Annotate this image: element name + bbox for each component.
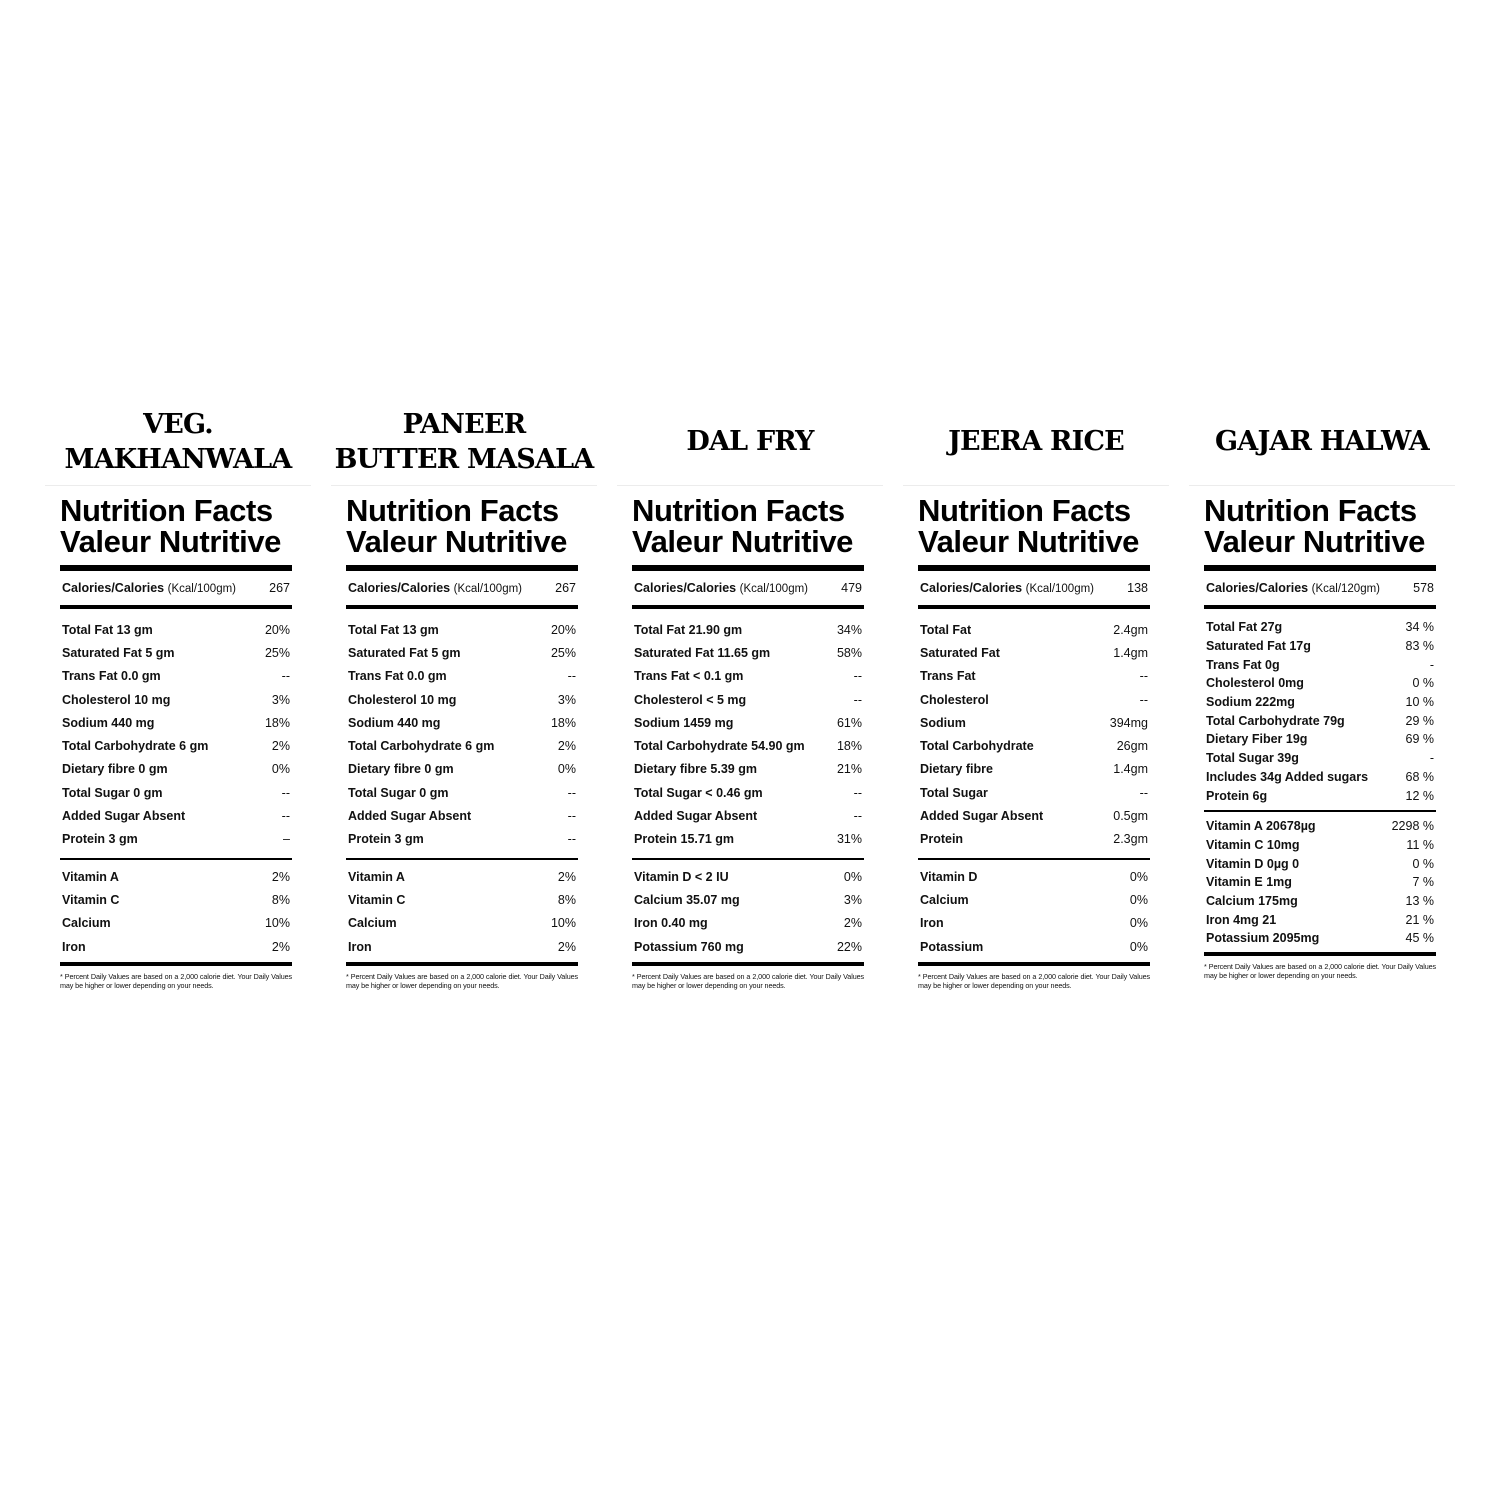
vitamin-name: Iron bbox=[920, 916, 944, 931]
nutrient-name: Sodium bbox=[920, 715, 966, 730]
nutrient-name: Cholesterol 0mg bbox=[1206, 676, 1304, 691]
vitamin-name: Vitamin C bbox=[348, 892, 406, 907]
vitamin-value: 2% bbox=[271, 939, 290, 954]
calories-value: 138 bbox=[1127, 581, 1148, 595]
nutrient-row bbox=[62, 828, 290, 851]
calories-label: Calories/Calories bbox=[1206, 581, 1309, 595]
nutrient-name: Total Fat 13 gm bbox=[348, 622, 439, 637]
product-name: JEERA RICE bbox=[948, 426, 1124, 457]
nutrient-name: Dietary Fiber 19g bbox=[1206, 732, 1308, 747]
vitamin-value: 22% bbox=[836, 939, 862, 954]
vitamin-value: 21 % bbox=[1405, 912, 1434, 927]
calories-unit: (Kcal/100gm) bbox=[1025, 583, 1095, 595]
nutrient-name: Protein 15.71 gm bbox=[634, 832, 735, 847]
nutrient-row bbox=[920, 641, 1148, 664]
calories-value: 267 bbox=[269, 581, 290, 595]
nutrient-row bbox=[920, 711, 1148, 734]
nutrient-value: 34 % bbox=[1405, 620, 1434, 635]
vitamin-value: 2% bbox=[557, 869, 576, 884]
nutrient-value: 21% bbox=[836, 762, 862, 777]
product-column-veg-makhanwala bbox=[45, 398, 311, 990]
nutrient-row bbox=[634, 641, 862, 664]
nutrient-value: 69 % bbox=[1405, 732, 1434, 747]
nutrient-name: Cholesterol 10 mg bbox=[348, 692, 457, 707]
nutrient-name: Sodium 440 mg bbox=[348, 715, 441, 730]
nutrient-name: Total Sugar 0 gm bbox=[62, 785, 163, 800]
vitamin-value: 0% bbox=[1129, 869, 1148, 884]
nutrient-row bbox=[62, 688, 290, 711]
heading-english: Nutrition Facts bbox=[346, 493, 559, 528]
nutrient-value: 2% bbox=[557, 739, 576, 754]
nutrient-value: 25% bbox=[550, 645, 576, 660]
vitamin-name: Iron 4mg 21 bbox=[1206, 912, 1277, 927]
vitamin-value: 7 % bbox=[1412, 875, 1434, 890]
nutrient-value: 0 % bbox=[1412, 676, 1434, 691]
vitamin-name: Vitamin C bbox=[62, 892, 120, 907]
nutrient-row bbox=[1206, 637, 1434, 656]
nutrient-row bbox=[62, 641, 290, 664]
nutrient-name: Dietary fibre 0 gm bbox=[348, 762, 454, 777]
nutrient-name: Protein 3 gm bbox=[348, 832, 424, 847]
vitamin-name: Vitamin D 0µg 0 bbox=[1206, 856, 1300, 871]
vitamin-name: Vitamin D bbox=[920, 869, 978, 884]
nutrient-value: -- bbox=[281, 669, 290, 684]
nutrient-value: -- bbox=[281, 785, 290, 800]
calories-row bbox=[918, 571, 1150, 605]
vitamin-value: 2% bbox=[843, 916, 862, 931]
vitamin-value: 0% bbox=[1129, 916, 1148, 931]
calories-label: Calories/Calories bbox=[348, 581, 451, 595]
vitamin-value: 3% bbox=[843, 892, 862, 907]
vitamin-value: 13 % bbox=[1405, 893, 1434, 908]
nutrient-row bbox=[1206, 730, 1434, 749]
vitamin-row bbox=[634, 912, 862, 935]
nutrient-value: 0% bbox=[271, 762, 290, 777]
nutrient-list bbox=[346, 609, 578, 858]
nutrient-name: Total Carbohydrate bbox=[920, 739, 1034, 754]
vitamin-value: 0% bbox=[1129, 892, 1148, 907]
nutrient-name: Protein bbox=[920, 832, 964, 847]
vitamin-row bbox=[1206, 910, 1434, 929]
nutrient-row bbox=[348, 711, 576, 734]
nutrient-name: Trans Fat 0g bbox=[1206, 657, 1280, 672]
vitamin-name: Iron bbox=[62, 939, 86, 954]
nutrient-list bbox=[1204, 609, 1436, 810]
nutrient-value: 20% bbox=[550, 622, 576, 637]
vitamin-name: Calcium bbox=[920, 892, 969, 907]
calories-label: Calories/Calories bbox=[62, 581, 165, 595]
nutrient-name: Dietary fibre bbox=[920, 762, 993, 777]
nutrient-row bbox=[348, 734, 576, 757]
nutrient-value: 1.4gm bbox=[1113, 645, 1148, 660]
nutrition-facts-label bbox=[346, 486, 578, 990]
nutrient-value: -- bbox=[567, 832, 576, 847]
heading-french: Valeur Nutritive bbox=[918, 524, 1140, 559]
nutrient-row bbox=[1206, 786, 1434, 805]
nutrient-row bbox=[62, 734, 290, 757]
vitamin-row bbox=[920, 865, 1148, 888]
nutrient-value: 18% bbox=[836, 739, 862, 754]
vitamin-name: Iron bbox=[348, 939, 372, 954]
nutrient-name: Cholesterol bbox=[920, 692, 989, 707]
nutrient-value: - bbox=[1429, 751, 1434, 766]
nutrient-row bbox=[1206, 711, 1434, 730]
nutrient-row bbox=[348, 804, 576, 827]
calories-label: Calories/Calories bbox=[634, 581, 737, 595]
heading-english: Nutrition Facts bbox=[918, 493, 1131, 528]
vitamin-name: Calcium bbox=[348, 916, 397, 931]
calories-row bbox=[60, 571, 292, 605]
nutrient-name: Total Sugar < 0.46 gm bbox=[634, 785, 763, 800]
nutrient-row bbox=[634, 711, 862, 734]
calories-unit: (Kcal/120gm) bbox=[1311, 583, 1381, 595]
nutrient-value: -- bbox=[567, 669, 576, 684]
vitamin-value: 8% bbox=[271, 892, 290, 907]
calories-value: 578 bbox=[1413, 581, 1434, 595]
vitamin-row bbox=[634, 935, 862, 958]
nutrient-value: 12 % bbox=[1405, 788, 1434, 803]
product-column-jeera-rice bbox=[903, 398, 1169, 990]
calories-label: Calories/Calories bbox=[920, 581, 1023, 595]
nutrient-row bbox=[348, 665, 576, 688]
nutrient-value: 3% bbox=[557, 692, 576, 707]
nutrient-value: 29 % bbox=[1405, 713, 1434, 728]
nutrient-name: Added Sugar Absent bbox=[348, 809, 472, 824]
nutrient-value: 34% bbox=[836, 622, 862, 637]
nutrient-value: -- bbox=[1139, 692, 1148, 707]
nutrient-row bbox=[1206, 618, 1434, 637]
product-name: GAJAR HALWA bbox=[1215, 426, 1429, 457]
nutrient-value: 2.4gm bbox=[1113, 622, 1148, 637]
nutrient-value: 2.3gm bbox=[1113, 832, 1148, 847]
product-name: VEG. MAKHANWALA bbox=[64, 408, 292, 475]
vitamin-row bbox=[62, 935, 290, 958]
nutrient-value: 18% bbox=[550, 715, 576, 730]
nutrient-name: Total Sugar 39g bbox=[1206, 751, 1299, 766]
nutrient-value: -- bbox=[853, 692, 862, 707]
nutrient-value: 25% bbox=[264, 645, 290, 660]
heading-french: Valeur Nutritive bbox=[632, 524, 854, 559]
product-column-dal-fry bbox=[617, 398, 883, 990]
nutrient-row bbox=[634, 734, 862, 757]
nutrient-name: Trans Fat bbox=[920, 669, 976, 684]
heading-english: Nutrition Facts bbox=[632, 493, 845, 528]
calories-row bbox=[632, 571, 864, 605]
nutrient-row bbox=[348, 781, 576, 804]
nutrient-name: Trans Fat 0.0 gm bbox=[62, 669, 161, 684]
nutrient-row bbox=[62, 618, 290, 641]
nutrient-value: 68 % bbox=[1405, 769, 1434, 784]
vitamin-row bbox=[1206, 929, 1434, 948]
nutrient-value: 18% bbox=[264, 715, 290, 730]
nutrient-name: Total Sugar bbox=[920, 785, 988, 800]
nutrient-name: Protein 6g bbox=[1206, 788, 1268, 803]
vitamin-list bbox=[918, 860, 1150, 962]
vitamin-value: 10% bbox=[264, 916, 290, 931]
nutrient-row bbox=[62, 665, 290, 688]
product-column-gajar-halwa bbox=[1189, 398, 1455, 980]
nutrient-row bbox=[634, 804, 862, 827]
vitamin-row bbox=[1206, 817, 1434, 836]
nutrient-name: Total Sugar 0 gm bbox=[348, 785, 449, 800]
nutrient-value: 31% bbox=[836, 832, 862, 847]
nutrient-name: Dietary fibre 5.39 gm bbox=[634, 762, 757, 777]
calories-value: 267 bbox=[555, 581, 576, 595]
nutrient-row bbox=[62, 804, 290, 827]
nutrient-value: 58% bbox=[836, 645, 862, 660]
nutrition-facts-label bbox=[918, 486, 1150, 990]
nutrient-row bbox=[348, 618, 576, 641]
nutrition-facts-label bbox=[632, 486, 864, 990]
nutrient-name: Saturated Fat 11.65 gm bbox=[634, 645, 771, 660]
nutrient-name: Sodium 440 mg bbox=[62, 715, 155, 730]
nutrient-value: -- bbox=[567, 785, 576, 800]
vitamin-value: 2% bbox=[557, 939, 576, 954]
product-column-paneer-butter-masala bbox=[331, 398, 597, 990]
vitamin-value: 0% bbox=[1129, 939, 1148, 954]
vitamin-name: Potassium bbox=[920, 939, 984, 954]
product-name: DAL FRY bbox=[686, 426, 814, 457]
nutrient-value: -- bbox=[853, 669, 862, 684]
vitamin-list bbox=[632, 860, 864, 962]
nutrient-value: - bbox=[1429, 657, 1434, 672]
nutrient-value: 26gm bbox=[1116, 739, 1148, 754]
heading-french: Valeur Nutritive bbox=[60, 524, 282, 559]
vitamin-row bbox=[1206, 836, 1434, 855]
nutrient-row bbox=[634, 688, 862, 711]
nutrient-list bbox=[918, 609, 1150, 858]
nutrient-row bbox=[1206, 655, 1434, 674]
nutrient-value: 83 % bbox=[1405, 639, 1434, 654]
nutrient-value: 2% bbox=[271, 739, 290, 754]
vitamin-row bbox=[634, 865, 862, 888]
nutrient-row bbox=[920, 758, 1148, 781]
nutrient-row bbox=[634, 758, 862, 781]
vitamin-value: 0 % bbox=[1412, 856, 1434, 871]
nutrient-row bbox=[348, 828, 576, 851]
nutrient-row bbox=[634, 665, 862, 688]
nutrient-name: Total Fat 21.90 gm bbox=[634, 622, 743, 637]
nutrient-list bbox=[60, 609, 292, 858]
vitamin-value: 45 % bbox=[1405, 931, 1434, 946]
vitamin-value: 11 % bbox=[1406, 837, 1434, 852]
nutrient-row bbox=[634, 781, 862, 804]
heading-english: Nutrition Facts bbox=[1204, 493, 1417, 528]
nutrient-name: Added Sugar Absent bbox=[62, 809, 186, 824]
vitamin-value: 10% bbox=[550, 916, 576, 931]
nutrient-name: Added Sugar Absent bbox=[920, 809, 1044, 824]
nutrient-row bbox=[62, 758, 290, 781]
nutrient-row bbox=[920, 804, 1148, 827]
vitamin-row bbox=[1206, 854, 1434, 873]
vitamin-value: 8% bbox=[557, 892, 576, 907]
footnote: * Percent Daily Values are based on a 2,000 calorie diet. Your Daily Values may be higher or lower depending on your needs. bbox=[346, 972, 578, 991]
footnote: * Percent Daily Values are based on a 2,000 calorie diet. Your Daily Values may be higher or lower depending on your needs. bbox=[1204, 961, 1436, 980]
calories-row bbox=[346, 571, 578, 605]
nutrition-facts-label bbox=[60, 486, 292, 990]
vitamin-name: Vitamin C 10mg bbox=[1206, 837, 1300, 852]
nutrient-name: Protein 3 gm bbox=[62, 832, 138, 847]
nutrient-row bbox=[348, 641, 576, 664]
nutrition-facts-label bbox=[1204, 486, 1436, 980]
vitamin-name: Calcium bbox=[62, 916, 111, 931]
vitamin-row bbox=[348, 912, 576, 935]
calories-row bbox=[1204, 571, 1436, 605]
calories-unit: (Kcal/100gm) bbox=[739, 583, 809, 595]
nutrient-name: Total Carbohydrate 6 gm bbox=[348, 739, 495, 754]
nutrient-name: Trans Fat < 0.1 gm bbox=[634, 669, 744, 684]
nutrient-name: Includes 34g Added sugars bbox=[1206, 769, 1369, 784]
nutrient-row bbox=[634, 828, 862, 851]
nutrient-value: 3% bbox=[271, 692, 290, 707]
nutrient-row bbox=[920, 688, 1148, 711]
vitamin-row bbox=[920, 935, 1148, 958]
nutrient-value: 61% bbox=[836, 715, 862, 730]
vitamin-name: Vitamin E 1mg bbox=[1206, 875, 1292, 890]
nutrient-value: -- bbox=[1139, 669, 1148, 684]
footnote: * Percent Daily Values are based on a 2,000 calorie diet. Your Daily Values may be higher or lower depending on your needs. bbox=[60, 972, 292, 991]
vitamin-name: Potassium 760 mg bbox=[634, 939, 744, 954]
vitamin-name: Vitamin D < 2 IU bbox=[634, 869, 729, 884]
vitamin-row bbox=[348, 888, 576, 911]
nutrient-value: – bbox=[283, 832, 290, 847]
nutrient-value: 1.4gm bbox=[1113, 762, 1148, 777]
divider-footer bbox=[60, 962, 292, 966]
vitamin-row bbox=[920, 912, 1148, 935]
vitamin-row bbox=[634, 888, 862, 911]
nutrient-name: Total Carbohydrate 79g bbox=[1206, 713, 1345, 728]
vitamin-name: Calcium 175mg bbox=[1206, 893, 1298, 908]
vitamin-name: Vitamin A bbox=[348, 869, 405, 884]
vitamin-value: 2298 % bbox=[1391, 819, 1434, 834]
nutrient-name: Cholesterol < 5 mg bbox=[634, 692, 747, 707]
divider-footer bbox=[346, 962, 578, 966]
nutrient-row bbox=[62, 781, 290, 804]
nutrient-name: Total Carbohydrate 6 gm bbox=[62, 739, 209, 754]
nutrient-value: 0.5gm bbox=[1113, 809, 1148, 824]
nutrient-value: -- bbox=[567, 809, 576, 824]
vitamin-row bbox=[62, 912, 290, 935]
nutrient-row bbox=[920, 734, 1148, 757]
divider-footer bbox=[918, 962, 1150, 966]
vitamin-name: Vitamin A 20678µg bbox=[1206, 819, 1316, 834]
nutrient-row bbox=[1206, 768, 1434, 787]
heading-french: Valeur Nutritive bbox=[1204, 524, 1426, 559]
nutrient-row bbox=[1206, 693, 1434, 712]
footnote: * Percent Daily Values are based on a 2,000 calorie diet. Your Daily Values may be higher or lower depending on your needs. bbox=[918, 972, 1150, 991]
product-name: PANEER BUTTER MASALA bbox=[334, 408, 594, 475]
heading-french: Valeur Nutritive bbox=[346, 524, 568, 559]
nutrient-name: Added Sugar Absent bbox=[634, 809, 758, 824]
vitamin-row bbox=[62, 888, 290, 911]
vitamin-row bbox=[1206, 892, 1434, 911]
nutrient-row bbox=[62, 711, 290, 734]
nutrient-name: Sodium 1459 mg bbox=[634, 715, 734, 730]
nutrient-row bbox=[920, 828, 1148, 851]
nutrient-value: 394mg bbox=[1109, 715, 1148, 730]
nutrient-name: Cholesterol 10 mg bbox=[62, 692, 171, 707]
nutrient-name: Trans Fat 0.0 gm bbox=[348, 669, 447, 684]
vitamin-row bbox=[920, 888, 1148, 911]
calories-unit: (Kcal/100gm) bbox=[453, 583, 523, 595]
nutrient-value: -- bbox=[281, 809, 290, 824]
nutrient-name: Total Fat 27g bbox=[1206, 620, 1283, 635]
footnote: * Percent Daily Values are based on a 2,000 calorie diet. Your Daily Values may be higher or lower depending on your needs. bbox=[632, 972, 864, 991]
nutrient-value: -- bbox=[853, 785, 862, 800]
nutrient-row bbox=[920, 618, 1148, 641]
vitamin-name: Vitamin A bbox=[62, 869, 119, 884]
vitamin-list bbox=[1204, 812, 1436, 952]
nutrient-row bbox=[1206, 674, 1434, 693]
nutrient-row bbox=[920, 781, 1148, 804]
nutrient-name: Saturated Fat 17g bbox=[1206, 639, 1311, 654]
nutrient-list bbox=[632, 609, 864, 858]
nutrient-value: 20% bbox=[264, 622, 290, 637]
vitamin-name: Potassium 2095mg bbox=[1206, 931, 1320, 946]
calories-unit: (Kcal/100gm) bbox=[167, 583, 237, 595]
vitamin-name: Iron 0.40 mg bbox=[634, 916, 708, 931]
nutrient-name: Total Carbohydrate 54.90 gm bbox=[634, 739, 805, 754]
nutrient-name: Sodium 222mg bbox=[1206, 695, 1295, 710]
calories-value: 479 bbox=[841, 581, 862, 595]
nutrient-value: 0% bbox=[557, 762, 576, 777]
vitamin-list bbox=[346, 860, 578, 962]
nutrient-name: Total Fat bbox=[920, 622, 972, 637]
heading-english: Nutrition Facts bbox=[60, 493, 273, 528]
nutrient-row bbox=[348, 688, 576, 711]
vitamin-row bbox=[348, 865, 576, 888]
vitamin-list bbox=[60, 860, 292, 962]
divider-footer bbox=[1204, 952, 1436, 956]
nutrient-name: Total Fat 13 gm bbox=[62, 622, 153, 637]
nutrient-row bbox=[920, 665, 1148, 688]
vitamin-row bbox=[1206, 873, 1434, 892]
nutrient-name: Saturated Fat 5 gm bbox=[348, 645, 461, 660]
nutrient-value: -- bbox=[1139, 785, 1148, 800]
nutrient-row bbox=[634, 618, 862, 641]
vitamin-row bbox=[348, 935, 576, 958]
nutrient-row bbox=[348, 758, 576, 781]
divider-footer bbox=[632, 962, 864, 966]
nutrient-name: Dietary fibre 0 gm bbox=[62, 762, 168, 777]
nutrient-name: Saturated Fat bbox=[920, 645, 1000, 660]
vitamin-value: 2% bbox=[271, 869, 290, 884]
nutrient-value: -- bbox=[853, 809, 862, 824]
vitamin-row bbox=[62, 865, 290, 888]
vitamin-value: 0% bbox=[843, 869, 862, 884]
nutrient-row bbox=[1206, 749, 1434, 768]
vitamin-name: Calcium 35.07 mg bbox=[634, 892, 740, 907]
nutrient-value: 10 % bbox=[1405, 695, 1434, 710]
nutrient-name: Saturated Fat 5 gm bbox=[62, 645, 175, 660]
